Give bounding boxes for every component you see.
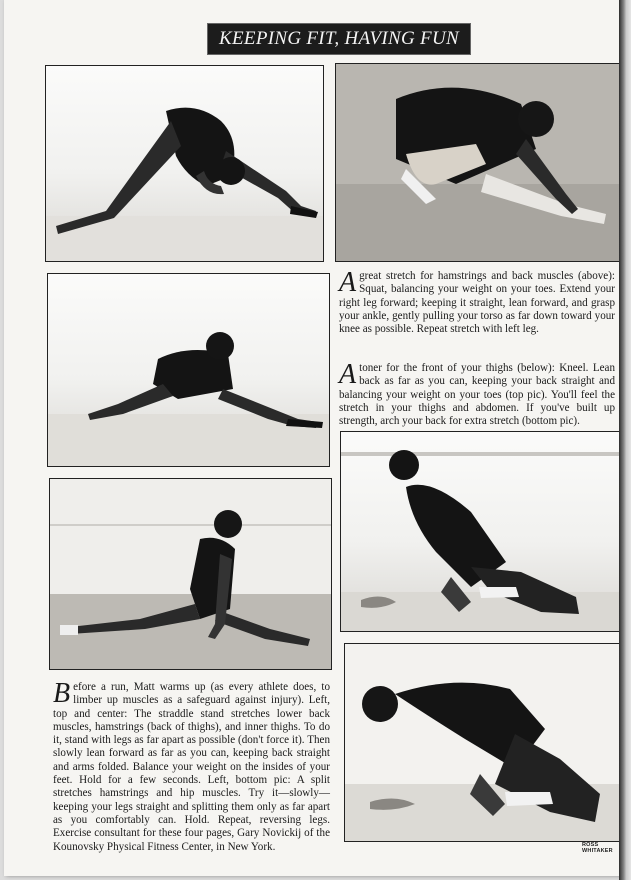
photo-straddle-stand xyxy=(45,65,324,262)
photo-squat-hamstring-stretch xyxy=(335,63,620,262)
dropcap: A xyxy=(339,359,357,390)
dropcap: A xyxy=(339,267,357,298)
caption-warmup xyxy=(53,678,330,854)
photo-kneel-arch-back xyxy=(344,643,620,842)
photo-credit: ROSS WHITAKER xyxy=(582,842,613,854)
caption-text: great stretch for hamstrings and back muscles (above): Squat, balancing your weight on your toes. Extend your right leg forward; keeping it straight, lean forward, and grasp your ankle, gently pulling your torso as far down toward your knee as possible. Repeat stretch with left leg. xyxy=(339,270,615,336)
magazine-page xyxy=(4,0,622,876)
photo-straddle-lean xyxy=(47,273,330,467)
caption-text: efore a run, Matt warms up (as every athlete does, to limber up muscles as a safeguard against injury). Left, top and center: The straddle stand stretches lower back muscles, hamstrings (back of thighs), and inner thighs. To do it, stand with legs as far apart as possible (don't force it). Then slowly lean forward as far as you can, keeping back straight and arms folded. Balance your weight on the insides of your feet. Hold for a few seconds. Left, bottom pic: A split stretches hamstrings and hip muscles. Try it—slowly—keeping your legs straight and splitting them only as far apart as you comfortably can. Hold. Repeat, reversing legs. Exercise consultant for these four pages, Gary Novickij of the Kounovsky Physical Fitness Center, in New York. xyxy=(53,681,330,853)
photo-split-stretch xyxy=(49,478,332,670)
caption-hamstring-stretch xyxy=(339,267,615,336)
caption-thigh-toner xyxy=(339,359,615,428)
photo-kneel-lean-back xyxy=(340,431,620,632)
book-spine-shadow xyxy=(619,0,631,880)
dropcap: B xyxy=(53,678,71,709)
caption-text: toner for the front of your thighs (below): Kneel. Lean back as far as you can, keeping your back straight and balancing your weight on your toes (top pic). You'll feel the stretch in your thighs and abdomen. If you've built up strength, arch your back for extra stretch (bottom pic). xyxy=(339,362,615,428)
page-title: KEEPING FIT, HAVING FUN xyxy=(208,24,470,54)
